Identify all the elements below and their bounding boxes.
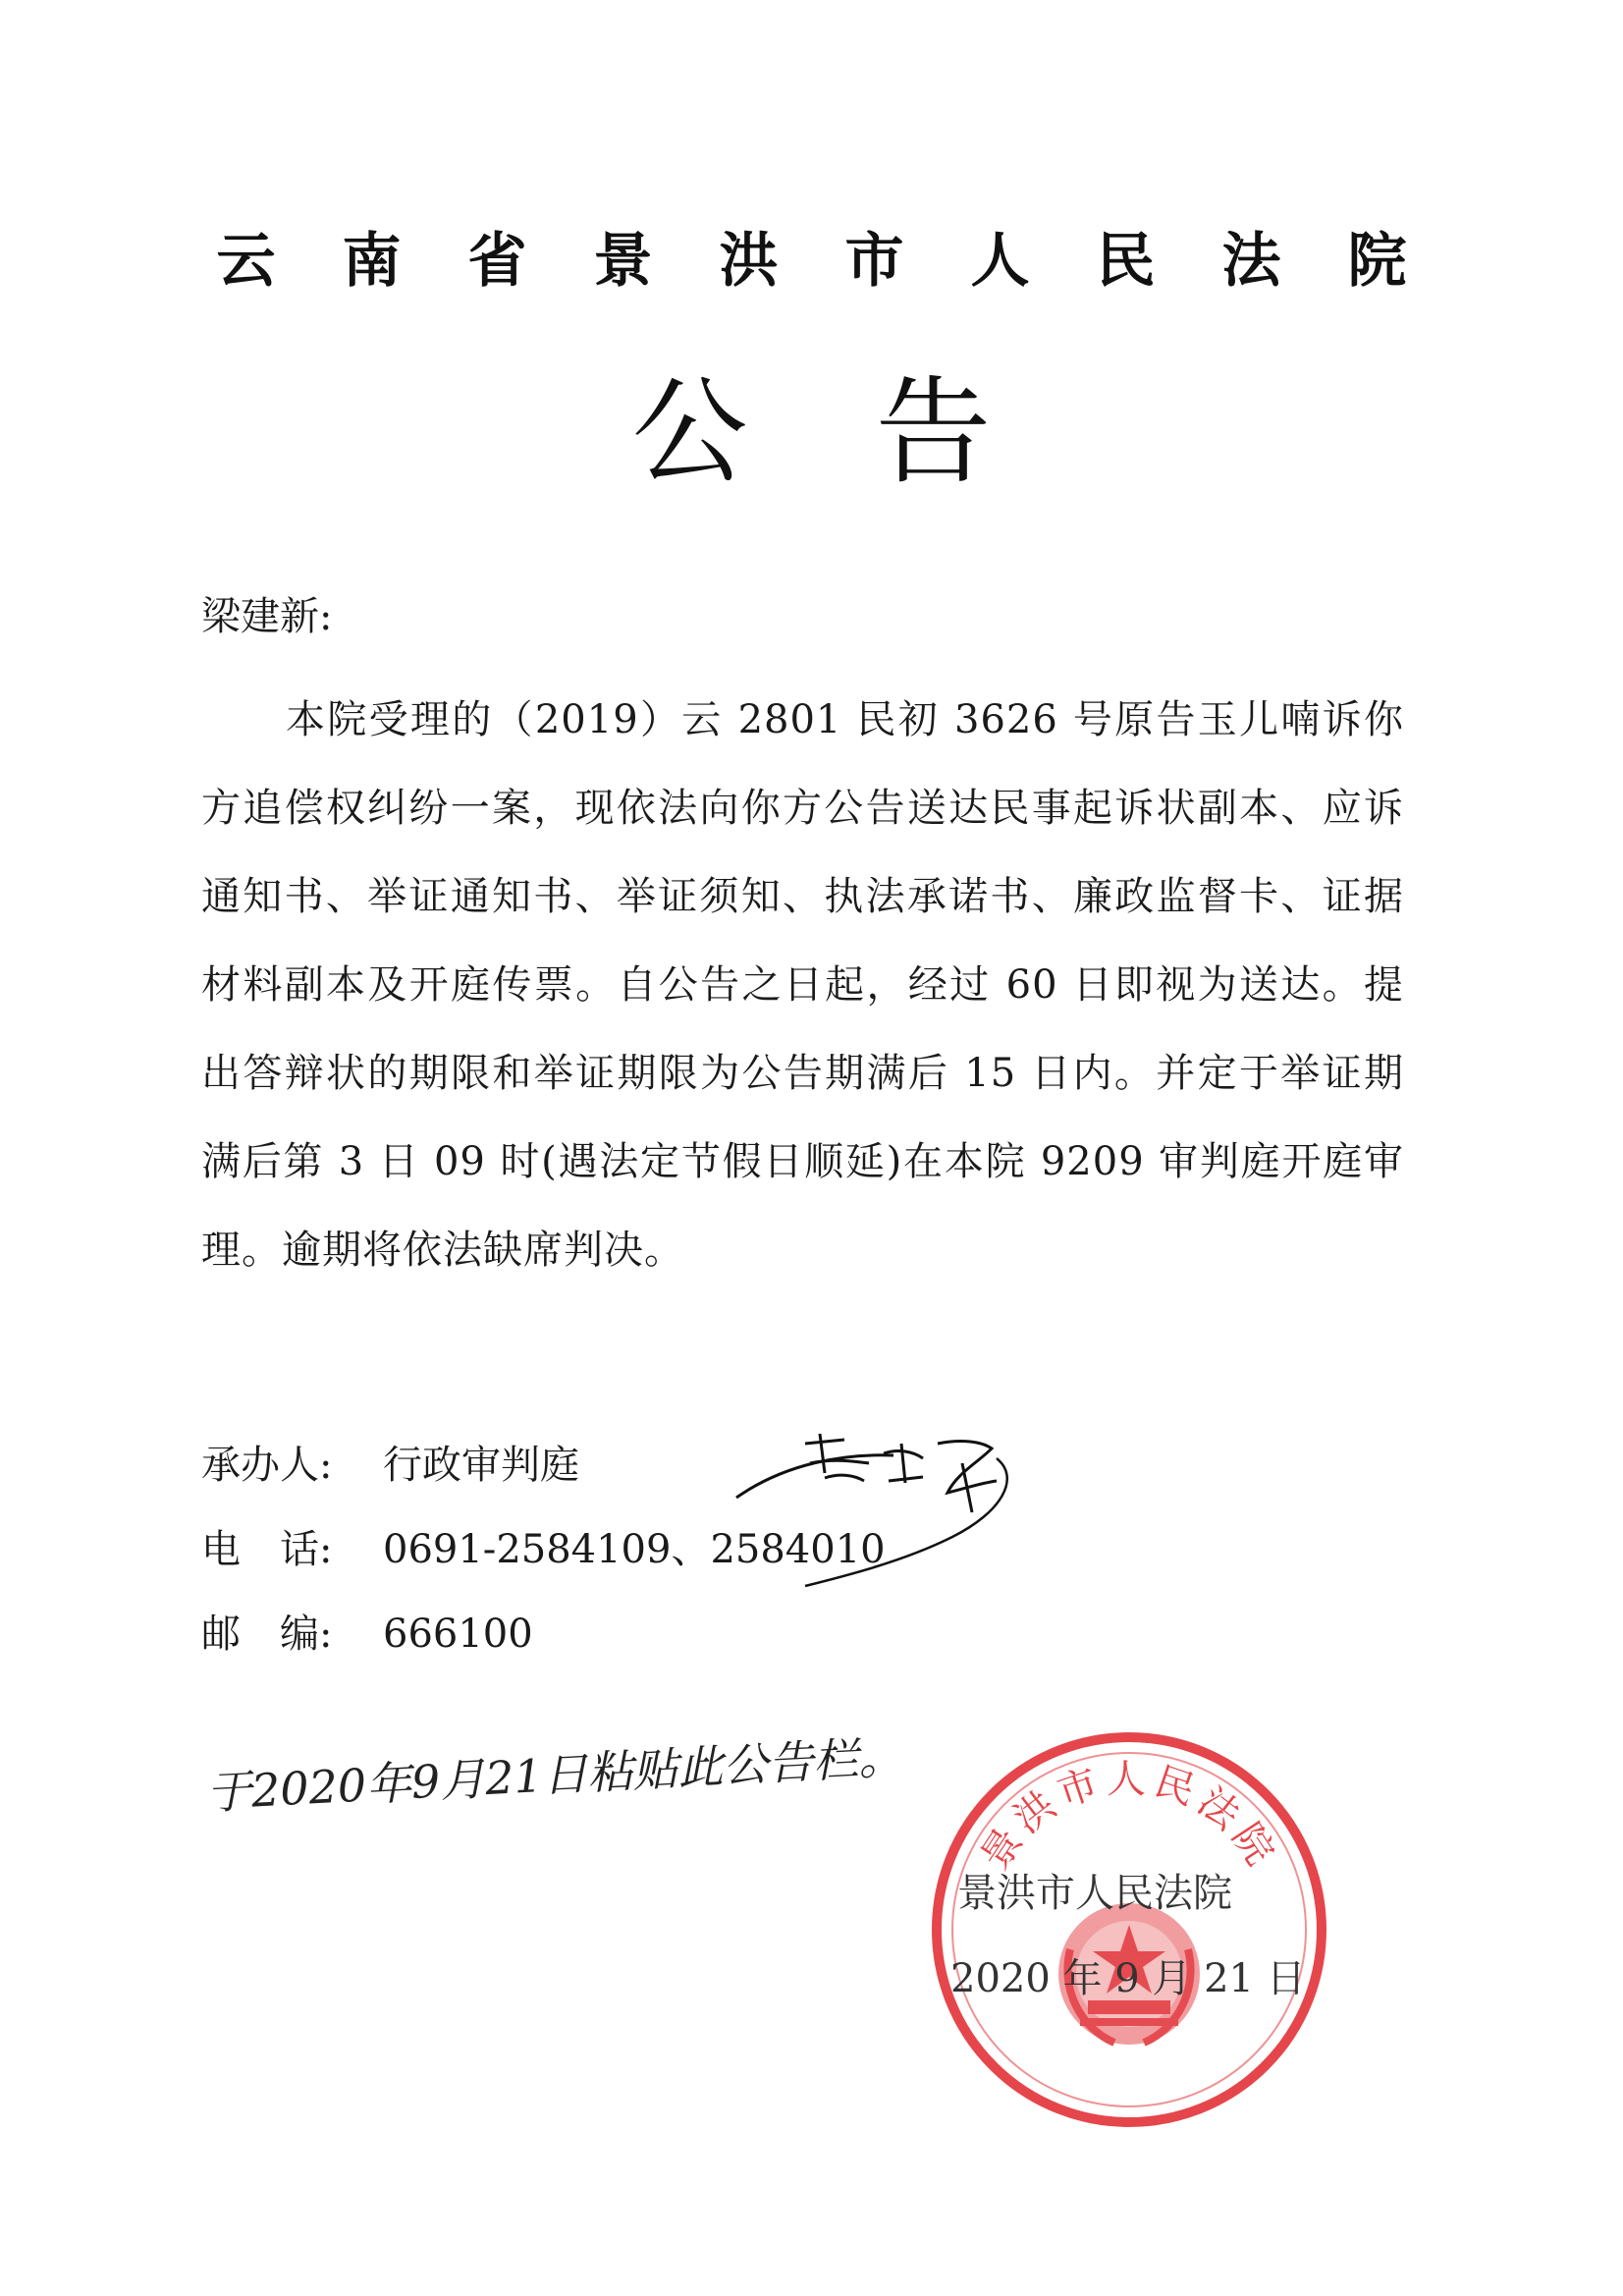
handler-label: 承办人:: [201, 1443, 333, 1488]
postal-label: 邮 编:: [201, 1612, 333, 1657]
issuer-name: 景洪市人民法院: [957, 1871, 1232, 1916]
addressee: 梁建新:: [201, 594, 333, 639]
postal-value: 666100: [383, 1612, 533, 1657]
official-seal: [923, 1723, 1335, 2136]
notice-body: 本院受理的（2019）云 2801 民初 3626 号原告玉儿喃诉你方追偿权纠纷一案，现依法向你方公告送达民事起诉状副本、应诉通知书、举证通知书、举证须知、执法承诺书、廉政监督卡、证据材料副本及开庭传票。自公告之日起，经过 60 日即视为送达。提出答辩状的期限和举证期限为公告期满后 15 日内。并定于举证期满后第 3 日 09 时(遇法定节假日顺延)在本院 9209 审判庭开庭审理。逾期将依法缺席判决。: [201, 697, 1404, 1273]
phone-value: 0691-2584109、2584010: [383, 1527, 886, 1572]
handler-value: 行政审判庭: [383, 1443, 579, 1488]
handwritten-note: 于2020年9月21日粘贴此公告栏。: [204, 1729, 905, 1820]
seal-text: 景洪市人民法院: [972, 1757, 1286, 1879]
handler-row: [201, 1436, 579, 1495]
issue-date: 2020 年 9 月 21 日: [950, 1956, 1306, 2001]
document-title: 公告: [631, 364, 1119, 500]
postal-row: [201, 1605, 533, 1664]
phone-label: 电 话:: [201, 1527, 333, 1572]
signature-icon: [727, 1404, 1041, 1601]
court-name: 云南省景洪市人民法院: [216, 227, 1474, 296]
